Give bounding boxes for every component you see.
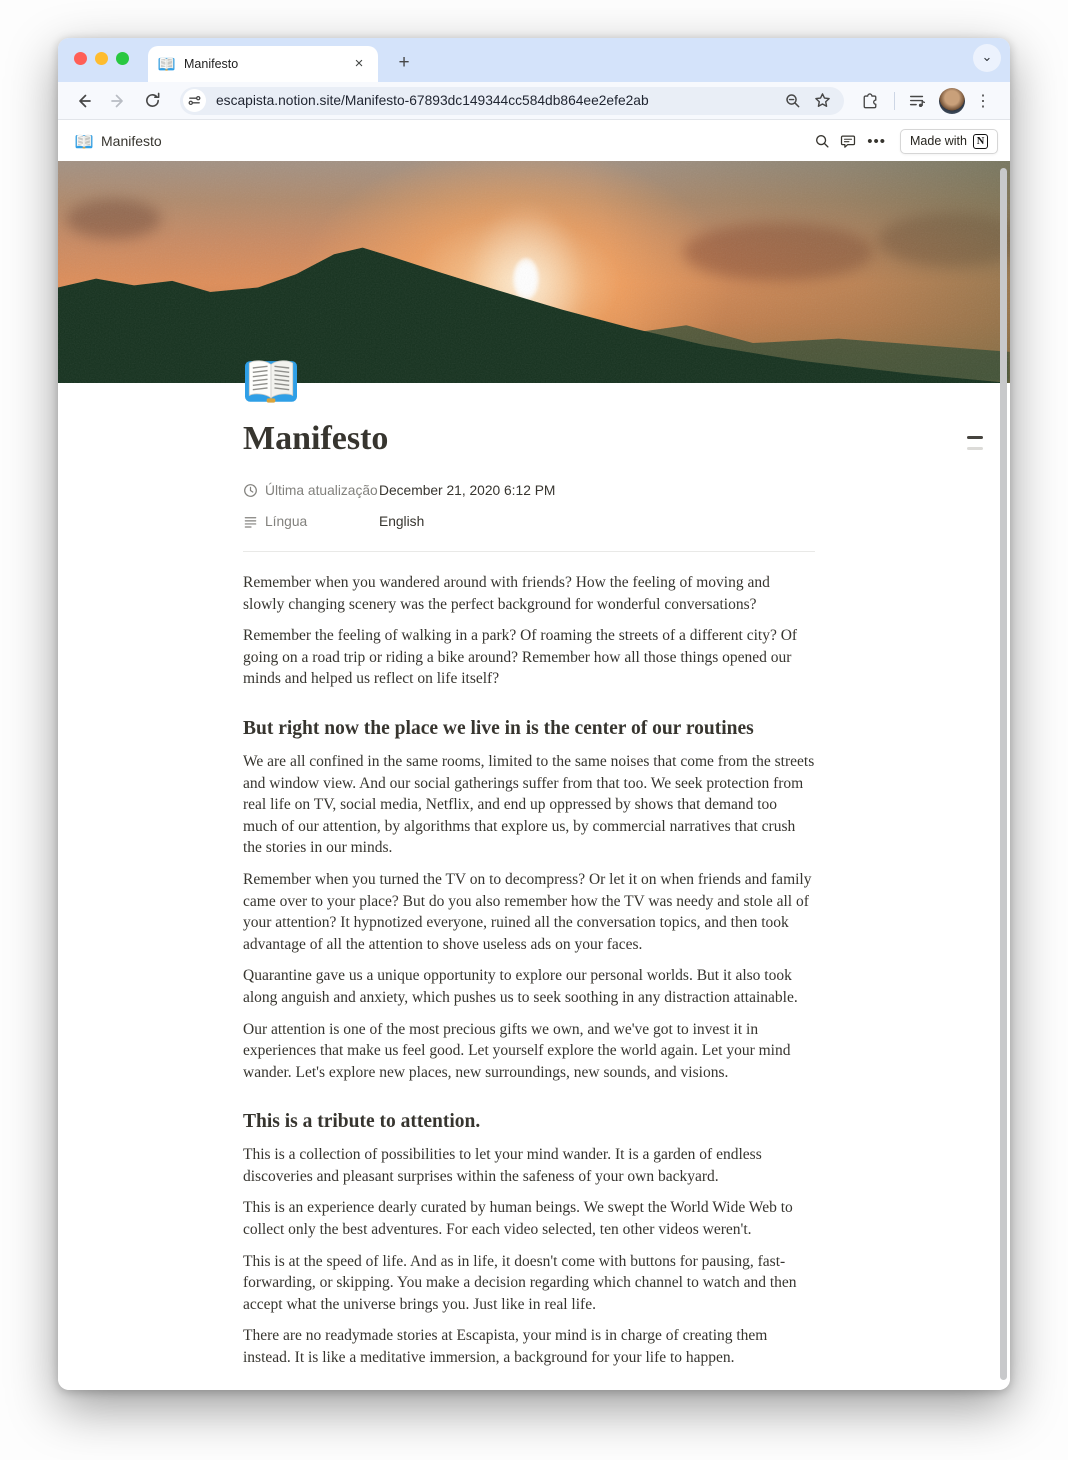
property-label-text: Última atualização: [265, 483, 378, 498]
book-page-icon-small: [75, 133, 93, 150]
address-bar[interactable]: [180, 87, 844, 115]
page-cover-image: [58, 161, 1010, 383]
notion-topbar: [58, 121, 1010, 161]
paragraph: Quarantine gave us a unique opportunity to explore our personal worlds. But it also took along anguish and anxiety, which pushes us to seek soothing in any distraction attainable.: [243, 967, 798, 1006]
section-heading: This is a tribute to attention.: [243, 1111, 481, 1133]
url-text[interactable]: escapista.notion.site/Manifesto-67893dc149344cc584db864ee2efe2ab: [216, 93, 649, 108]
browser-menu-kebab-icon[interactable]: ⋮: [975, 92, 991, 110]
zoom-out-icon: [784, 92, 801, 109]
close-window-button[interactable]: [74, 52, 87, 65]
text-lines-icon: [243, 514, 258, 529]
paragraph: This is at the speed of life. And as in life, it doesn't come with buttons for pausing, fast-forwarding, or skipping. You make a decision regarding which channel to watch and then accept what the universe brings you. Just like in real life.: [243, 1252, 797, 1313]
paragraph: Our attention is one of the most precious gifts we own, and we've got to invest it in experiences that make us feel good. Let yourself explore the world again. Let your mind wander. Let's explore new places, new surroundings, new sounds, and visions.: [243, 1020, 791, 1081]
page-properties: [243, 475, 815, 537]
back-arrow-icon: [75, 92, 93, 110]
clock-icon: [243, 483, 258, 498]
breadcrumb[interactable]: [75, 133, 162, 150]
minimize-window-button[interactable]: [95, 52, 108, 65]
section-heading: But right now the place we live in is the center of our routines: [243, 717, 754, 739]
paragraph: Remember the feeling of walking in a park? Of roaming the streets of a different city? Of going on a road trip or riding a bike around? Remember how all those things opened our minds and helped us reflect on life itself?: [243, 627, 798, 688]
notion-logo-icon: N: [973, 134, 988, 149]
film-grain-overlay: [58, 161, 1010, 383]
tab-close-icon[interactable]: ×: [354, 55, 364, 72]
puzzle-icon: [861, 92, 879, 110]
fullscreen-window-button[interactable]: [116, 52, 129, 65]
site-settings-button[interactable]: [183, 89, 206, 112]
paragraph: Remember when you turned the TV on to decompress? Or let it on when friends and family came over to your place? But do you also remember how the TV was needy and stole all of your attention? It hypnotized everyone, ruined all the conversation topics, and then took advantage of all the attention to shove useless ads on your faces.: [243, 870, 812, 953]
tab-search-chevron-icon[interactable]: ⌄: [973, 44, 1001, 72]
media-controls-button[interactable]: [903, 87, 931, 115]
page-content: [243, 572, 815, 1369]
property-value: English: [379, 514, 425, 529]
extensions-button[interactable]: [856, 87, 884, 115]
property-label-text: Língua: [265, 514, 308, 529]
search-icon: [814, 133, 830, 149]
paragraph: We are all confined in the same rooms, limited to the same noises that come from the streets and window view. And our social gatherings suffer from that too. We seek protection from real life on TV, social media, Netflix, and end up oppressed by shows that demand too much of our attention, by algorithms that explore us, by commercial narratives that crush the stories in our minds.: [243, 752, 815, 857]
toc-dash[interactable]: [967, 447, 983, 450]
property-row-language: [243, 506, 815, 537]
zoom-button[interactable]: [780, 89, 804, 113]
playlist-icon: [908, 92, 926, 110]
property-value: December 21, 2020 6:12 PM: [379, 483, 556, 498]
notion-more-button[interactable]: •••: [867, 132, 887, 150]
forward-arrow-icon: [109, 92, 127, 110]
page-title: Manifesto: [243, 420, 389, 457]
tune-icon: [188, 94, 201, 107]
property-label: [243, 483, 379, 498]
paragraph: This is a collection of possibilities to let your mind wander. It is a garden of endless discoveries and pleasant surprises within the safeness of your own backyard.: [243, 1146, 762, 1185]
property-row-last-updated: [243, 475, 815, 506]
browser-toolbar: [58, 82, 1010, 120]
paragraph: This is an experience dearly curated by human beings. We swept the World Wide Web to collect only the best adventures. For each video selected, ten other videos weren't.: [243, 1199, 793, 1239]
window-controls: [74, 52, 129, 65]
browser-tab[interactable]: [148, 46, 378, 82]
notion-search-button[interactable]: [809, 128, 835, 154]
paragraph: There are no readymade stories at Escapista, your mind is in charge of creating them instead. It is like a meditative immersion, a background for your life to happen.: [243, 1327, 768, 1367]
made-with-notion-button[interactable]: [900, 129, 998, 154]
scrollbar-thumb[interactable]: [1000, 168, 1007, 1380]
toc-dash-current[interactable]: [967, 436, 983, 439]
browser-window: [58, 38, 1010, 1390]
star-icon: [814, 92, 831, 109]
page-icon-open-book: [243, 355, 299, 407]
reload-button[interactable]: [138, 87, 166, 115]
paragraph: Remember when you wandered around with friends? How the feeling of moving and slowly changing scenery was the perfect background for wonderful conversations?: [243, 574, 770, 613]
property-label: [243, 514, 379, 529]
back-button[interactable]: [70, 87, 98, 115]
tab-strip: [58, 38, 1010, 82]
new-tab-button[interactable]: +: [398, 52, 410, 73]
toolbar-separator: [894, 92, 895, 110]
reload-icon: [144, 92, 161, 109]
page-body: [58, 383, 1010, 1390]
properties-divider: [243, 551, 815, 552]
bookmark-button[interactable]: [810, 89, 834, 113]
floating-toc-indicator[interactable]: [967, 436, 983, 450]
tab-title: Manifesto: [184, 57, 239, 71]
profile-avatar[interactable]: [939, 88, 965, 114]
breadcrumb-label[interactable]: Manifesto: [101, 133, 162, 149]
book-favicon-icon: [158, 56, 175, 72]
forward-button[interactable]: [104, 87, 132, 115]
comment-icon: [840, 133, 856, 149]
made-with-label: Made with: [910, 134, 967, 148]
notion-comments-button[interactable]: [835, 128, 861, 154]
